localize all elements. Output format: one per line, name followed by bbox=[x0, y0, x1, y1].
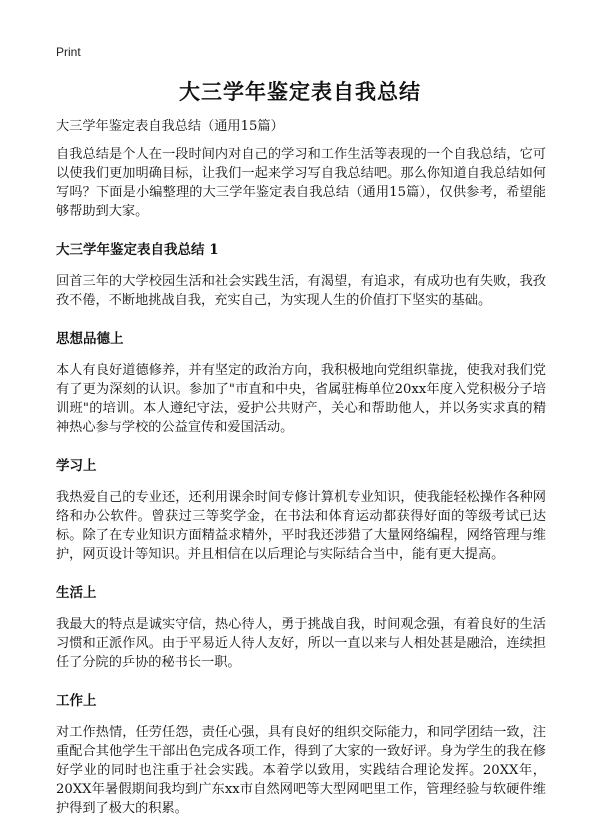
section-text-study: 我热爱自己的专业还，还利用课余时间专修计算机专业知识，使我能轻松操作各种网络和办公软件。曾获过三等奖学金，在书法和体育运动都获得好面的等级考试已达标。除了在专业知识方面精益求精外，平时我还涉猎了大量网络编程，网络管理与维护，网页设计等知识。并且相信在以后理论与实际结合当中，能有更大提高。 bbox=[56, 490, 546, 562]
page-title: 大三学年鉴定表自我总结 bbox=[179, 79, 421, 104]
section-text-morality: 本人有良好道德修养，并有坚定的政治方向，我积极地向党组织靠拢，使我对我们党有了更为深刻的认识。参加了"市直和中央，省属驻梅单位20xx年度入党积极分子培训班"的培训。本人遵纪守法，爱护公共财产，关心和帮助他人，并以务实求真的精神热心参与学校的公益宣传和爱国活动。 bbox=[56, 363, 546, 435]
section-heading-study: 学习上 bbox=[56, 458, 97, 474]
document-subtitle: 大三学年鉴定表自我总结（通用15篇） bbox=[56, 119, 284, 134]
section-heading-morality: 思想品德上 bbox=[56, 331, 124, 347]
intro-paragraph: 自我总结是个人在一段时间内对自己的学习和工作生活等表现的一个自我总结，它可以使我们更加明确目标，让我们一起来学习写自我总结吧。那么你知道自我总结如何写吗？下面是小编整理的大三学年鉴定表自我总结（通用15篇），仅供参考，希望能够帮助到大家。 bbox=[56, 147, 546, 219]
section-heading-summary-1: 大三学年鉴定表自我总结 1 bbox=[56, 242, 219, 258]
section-heading-work: 工作上 bbox=[56, 693, 97, 709]
section-text-life: 我最大的特点是诚实守信，热心待人，勇于挑战自我，时间观念强，有着良好的生活习惯和正派作风。由于平易近人待人友好，所以一直以来与人相处甚是融洽，连续担任了分院的乒协的秘书长一职。 bbox=[56, 617, 546, 670]
section-heading-life: 生活上 bbox=[56, 585, 97, 601]
section-text-summary-1: 回首三年的大学校园生活和社会实践生活，有渴望，有追求，有成功也有失败，我孜孜不倦，不断地挑战自我，充实自己，为实现人生的价值打下坚实的基础。 bbox=[56, 274, 546, 308]
document-body bbox=[56, 117, 546, 838]
section-text-work: 对工作热情，任劳任怨，责任心强，具有良好的组织交际能力，和同学团结一致，注重配合其他学生干部出色完成各项工作，得到了大家的一致好评。身为学生的我在修好学业的同时也注重于社会实践。本着学以致用，实践结合理论发挥。20XX年，20XX年暑假期间我均到广东xx市自然网吧等大型网吧里工作，管理经验与软硬件维护得到了极大的积累。 bbox=[56, 725, 546, 816]
print-link[interactable]: Print bbox=[56, 45, 81, 59]
